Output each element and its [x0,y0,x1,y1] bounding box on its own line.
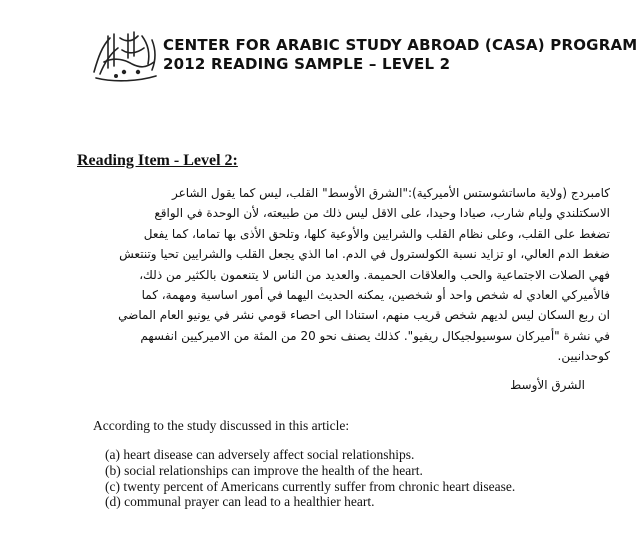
passage-line: كوحدانيين. [557,349,610,364]
answer-option-d: (d) communal prayer can lead to a healthier heart. [105,494,375,510]
section-title: Reading Item - Level 2: [77,152,238,169]
passage-line: الاسكتلندي وليام شارب، صيادا وحيدا، على الاقل ليس ذلك من طبيعته، لأن الوحدة في الواقع [154,206,610,221]
answer-option-b: (b) social relationships can improve the health of the heart. [105,462,423,478]
answer-option-c: (c) twenty percent of Americans currently suffer from chronic heart disease. [105,478,516,494]
program-heading [163,36,637,74]
question-prompt: According to the study discussed in this article: [93,418,350,433]
passage-line: فهي الصلات الاجتماعية والحب والعلاقات الحميمة. والعديد من الناس لا يتنعمون بالكثير من ذلك، [139,267,610,282]
passage-line: فالأميركي العادي له شخص واحد أو شخصين، يمكنه الحديث اليهما في أمور اساسية ومهمة، كما [141,288,610,303]
answer-options [105,447,515,510]
passage-source: الشرق الأوسط [510,378,585,392]
arabic-calligraphy-seal-icon [88,28,162,84]
passage-line: ضغط الدم العالي، او تزايد نسبة الكولسترول في الدم. اما الذي يجعل القلب والشرايين تحيا وتنتعش [119,247,610,262]
passage-line: ان ربع السكان ليس لديهم شخص قريب منهم، استنادا الى احصاء قومي نشر في يونيو العام الماضي [118,308,610,323]
sample-subtitle: 2012 READING SAMPLE – LEVEL 2 [163,55,451,73]
program-title: CENTER FOR ARABIC STUDY ABROAD (CASA) PROGRAM [163,36,638,54]
passage-line: تضغط على القلب، وعلى نظام القلب والشرايين والأوعية كلها، وتلحق الأذى بها تماما، كما يفعل [143,226,610,241]
answer-option-a: (a) heart disease can adversely affect social relationships. [105,447,415,462]
passage-line: كامبردج (ولاية ماساتشوستس الأميركية):"الشرق الأوسط" القلب، ليس كما يقول الشاعر [171,186,610,200]
passage-line: في نشرة "أميركان سوسيولجيكال ريفيو". كذلك يصنف نحو 20 من المئة من الاميركيين انفسهم [140,328,610,343]
arabic-passage [70,183,610,367]
document-header [88,28,638,88]
